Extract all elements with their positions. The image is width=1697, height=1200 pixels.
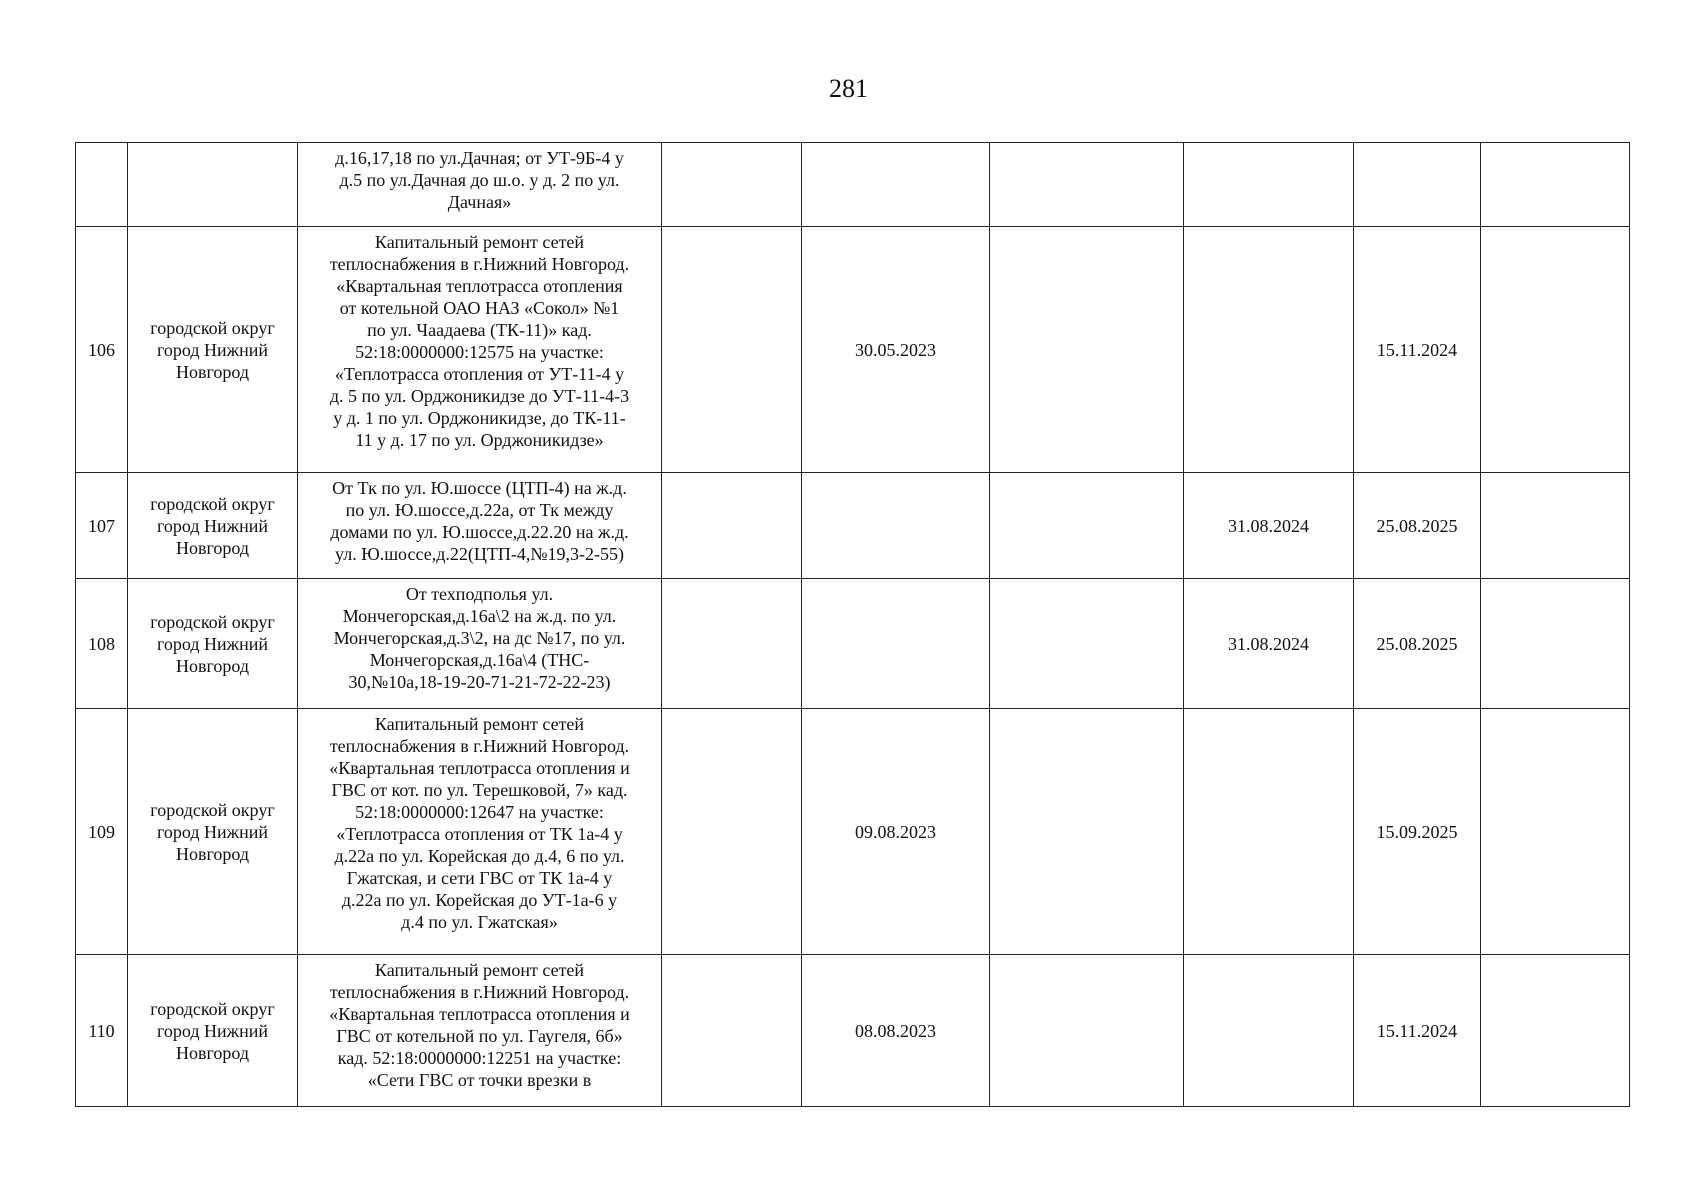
column-6-cell	[990, 955, 1184, 1107]
row-number-cell: 108	[76, 579, 128, 709]
column-9-cell	[1481, 709, 1630, 955]
description-line: по ул. Чаадаева (ТК-11)» кад.	[367, 320, 592, 340]
municipality-cell: городской округ город Нижний Новгород	[128, 473, 298, 579]
description-line: д. 5 по ул. Орджоникидзе до УТ-11-4-3	[329, 386, 630, 406]
description-line: у д. 1 по ул. Орджоникидзе, до ТК-11-	[333, 408, 626, 428]
description-line: Мончегорская,д.16а\2 на ж.д. по ул.	[342, 606, 617, 626]
column-9-cell	[1481, 579, 1630, 709]
description-line: Гжатская, и сети ГВС от ТК 1а-4 у	[346, 868, 613, 888]
description-line: д.22а по ул. Корейская до д.4, 6 по ул.	[334, 846, 625, 866]
column-8-cell	[1354, 143, 1481, 227]
column-8-cell: 25.08.2025	[1354, 473, 1481, 579]
object-description-cell	[298, 955, 662, 1107]
column-6-cell	[990, 143, 1184, 227]
table-row	[76, 227, 1630, 473]
description-line: 52:18:0000000:12647 на участке:	[355, 802, 604, 822]
column-7-cell: 31.08.2024	[1184, 473, 1354, 579]
description-line: Капитальный ремонт сетей	[374, 232, 585, 252]
table-row	[76, 955, 1630, 1107]
description-line: ул. Ю.шоссе,д.22(ЦТП-4,№19,3-2-55)	[335, 544, 624, 564]
column-7-cell	[1184, 143, 1354, 227]
column-6-cell	[990, 579, 1184, 709]
description-line: Мончегорская,д.16а\4 (ТНС-	[369, 650, 590, 670]
table-row	[76, 143, 1630, 227]
description-line: ГВС от котельной по ул. Гаугеля, 6б»	[336, 1026, 623, 1046]
column-4-cell	[662, 227, 802, 473]
description-line: «Квартальная теплотрасса отопления	[336, 276, 623, 296]
column-7-cell: 31.08.2024	[1184, 579, 1354, 709]
description-line: 30,№10а,18-19-20-71-21-72-22-23)	[348, 672, 611, 692]
description-line: 11 у д. 17 по ул. Орджоникидзе»	[355, 430, 604, 450]
description-line: «Квартальная теплотрасса отопления и	[329, 1004, 630, 1024]
column-5-cell: 09.08.2023	[802, 709, 990, 955]
object-description-cell	[298, 473, 662, 579]
object-description-cell	[298, 227, 662, 473]
column-9-cell	[1481, 227, 1630, 473]
description-line: домами по ул. Ю.шоссе,д.22.20 на ж.д.	[330, 522, 629, 542]
column-5-cell	[802, 143, 990, 227]
description-line: д.22а по ул. Корейская до УТ-1а-6 у	[341, 890, 618, 910]
description-line: д.5 по ул.Дачная до ш.о. у д. 2 по ул.	[339, 170, 620, 190]
row-number-cell: 107	[76, 473, 128, 579]
table-row	[76, 579, 1630, 709]
description-line: ГВС от кот. по ул. Терешковой, 7» кад.	[331, 780, 628, 800]
column-6-cell	[990, 473, 1184, 579]
row-number-cell: 109	[76, 709, 128, 955]
column-4-cell	[662, 955, 802, 1107]
municipality-cell: городской округ город Нижний Новгород	[128, 227, 298, 473]
column-6-cell	[990, 709, 1184, 955]
object-description-cell	[298, 143, 662, 227]
object-description-cell	[298, 709, 662, 955]
description-line: Капитальный ремонт сетей	[374, 714, 585, 734]
description-line: От Тк по ул. Ю.шоссе (ЦТП-4) на ж.д.	[332, 478, 627, 498]
column-8-cell: 15.09.2025	[1354, 709, 1481, 955]
column-4-cell	[662, 473, 802, 579]
description-line: от котельной ОАО НАЗ «Сокол» №1	[339, 298, 620, 318]
row-number-cell: 106	[76, 227, 128, 473]
page-number: 281	[829, 74, 868, 103]
description-line: 52:18:0000000:12575 на участке:	[355, 342, 604, 362]
description-line: «Теплотрасса отопления от ТК 1а-4 у	[336, 824, 623, 844]
description-line: «Теплотрасса отопления от УТ-11-4 у	[334, 364, 625, 384]
description-line: Капитальный ремонт сетей	[374, 960, 585, 980]
column-5-cell: 08.08.2023	[802, 955, 990, 1107]
column-4-cell	[662, 709, 802, 955]
description-line: Мончегорская,д.3\2, на дс №17, по ул.	[333, 628, 626, 648]
column-4-cell	[662, 143, 802, 227]
column-8-cell: 15.11.2024	[1354, 227, 1481, 473]
description-line: «Квартальная теплотрасса отопления и	[329, 758, 630, 778]
column-8-cell: 25.08.2025	[1354, 579, 1481, 709]
column-9-cell	[1481, 955, 1630, 1107]
column-7-cell	[1184, 227, 1354, 473]
municipality-cell: городской округ город Нижний Новгород	[128, 709, 298, 955]
column-5-cell: 30.05.2023	[802, 227, 990, 473]
table-row	[76, 473, 1630, 579]
column-9-cell	[1481, 473, 1630, 579]
description-line: теплоснабжения в г.Нижний Новгород.	[329, 982, 630, 1002]
description-line: Дачная»	[447, 192, 512, 212]
municipality-cell: городской округ город Нижний Новгород	[128, 579, 298, 709]
description-line: От техподполья ул.	[405, 584, 554, 604]
description-line: д.4 по ул. Гжатская»	[401, 912, 558, 932]
description-line: по ул. Ю.шоссе,д.22а, от Тк между	[345, 500, 614, 520]
column-7-cell	[1184, 709, 1354, 955]
description-line: д.16,17,18 по ул.Дачная; от УТ-9Б-4 у	[335, 148, 624, 168]
description-line: кад. 52:18:0000000:12251 на участке:	[337, 1048, 622, 1068]
column-8-cell: 15.11.2024	[1354, 955, 1481, 1107]
column-6-cell	[990, 227, 1184, 473]
municipality-cell	[128, 143, 298, 227]
row-number-cell	[76, 143, 128, 227]
description-line: «Сети ГВС от точки врезки в	[367, 1070, 592, 1090]
description-line: теплоснабжения в г.Нижний Новгород.	[329, 254, 630, 274]
column-7-cell	[1184, 955, 1354, 1107]
column-5-cell	[802, 473, 990, 579]
table-row	[76, 709, 1630, 955]
column-9-cell	[1481, 143, 1630, 227]
description-line: теплоснабжения в г.Нижний Новгород.	[329, 736, 630, 756]
heat-network-repair-table	[75, 142, 1630, 1107]
column-5-cell	[802, 579, 990, 709]
object-description-cell	[298, 579, 662, 709]
row-number-cell: 110	[76, 955, 128, 1107]
column-4-cell	[662, 579, 802, 709]
municipality-cell: городской округ город Нижний Новгород	[128, 955, 298, 1107]
